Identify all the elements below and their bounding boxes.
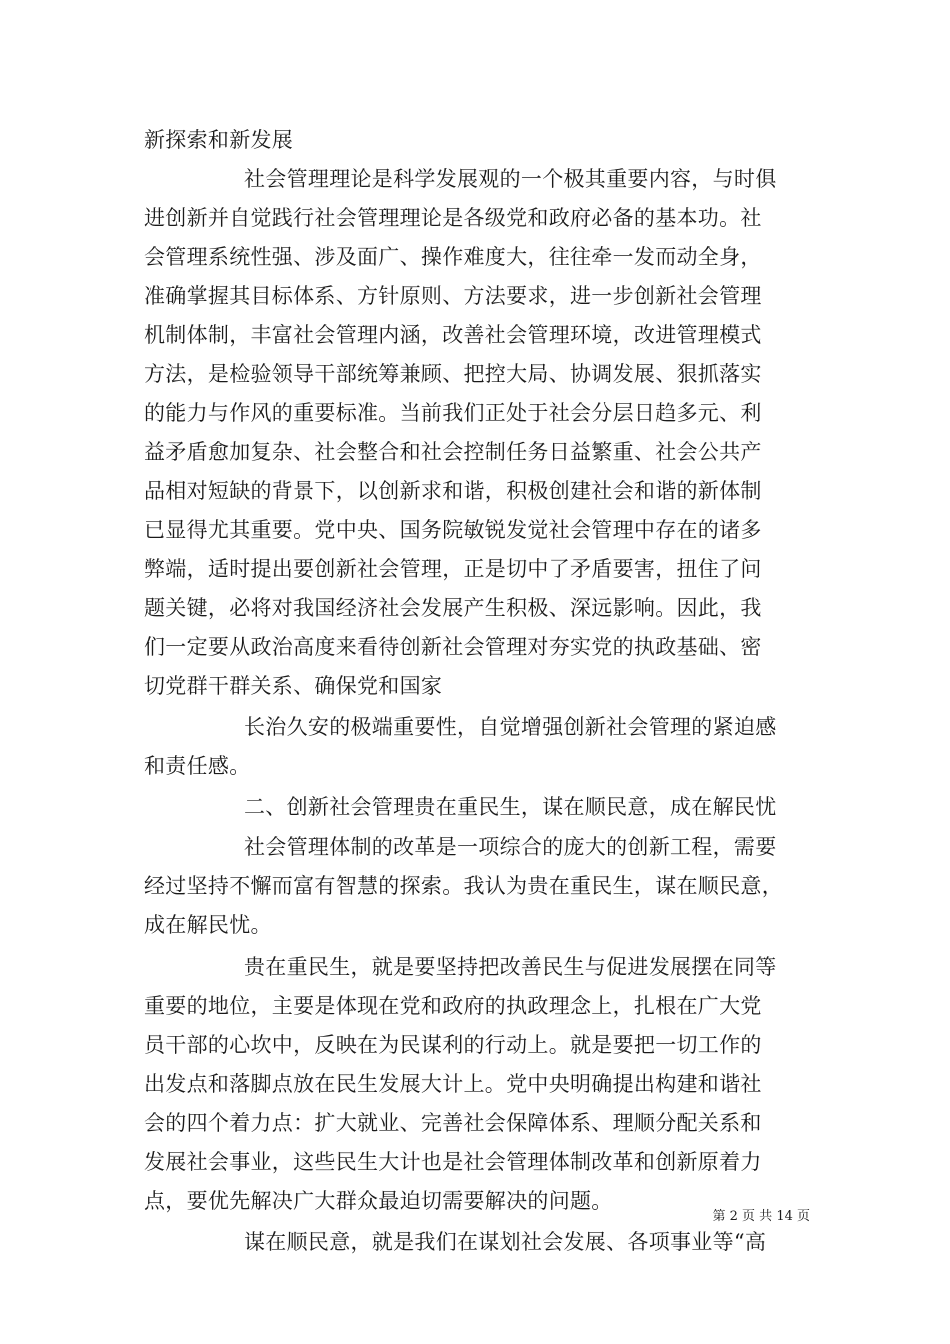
text-line: 员干部的心坎中，反映在为民谋利的行动上。就是要把一切工作的 — [144, 1033, 762, 1057]
text-line: 贵在重民生，就是要坚持把改善民生与促进发展摆在同等 — [244, 955, 777, 979]
text-line: 新探索和新发展 — [144, 128, 294, 152]
text-line: 机制体制，丰富社会管理内涵，改善社会管理环境，改进管理模式 — [144, 323, 762, 347]
text-line: 的能力与作风的重要标准。当前我们正处于社会分层日趋多元、利 — [144, 401, 762, 425]
text-line: 和责任感。 — [144, 754, 251, 778]
text-line: 社会管理理论是科学发展观的一个极其重要内容，与时俱 — [244, 167, 777, 191]
text-line: 们一定要从政治高度来看待创新社会管理对夯实党的执政基础、密 — [144, 635, 762, 659]
text-line: 方法，是检验领导干部统筹兼顾、把控大局、协调发展、狠抓落实 — [144, 362, 762, 386]
text-line: 切党群干群关系、确保党和国家 — [144, 674, 443, 698]
text-line: 成在解民忧。 — [144, 913, 272, 937]
text-line: 益矛盾愈加复杂、社会整合和社会控制任务日益繁重、社会公共产 — [144, 440, 762, 464]
text-line: 会的四个着力点：扩大就业、完善社会保障体系、理顺分配关系和 — [144, 1111, 762, 1135]
text-line: 题关键，必将对我国经济社会发展产生积极、深远影响。因此，我 — [144, 596, 762, 620]
text-line: 点，要优先解决广大群众最迫切需要解决的问题。 — [144, 1189, 613, 1213]
text-line: 谋在顺民意，就是我们在谋划社会发展、各项事业等“高 — [244, 1230, 767, 1254]
text-line: 社会管理体制的改革是一项综合的庞大的创新工程，需要 — [244, 835, 777, 859]
text-line: 出发点和落脚点放在民生发展大计上。党中央明确提出构建和谐社 — [144, 1072, 762, 1096]
text-line: 品相对短缺的背景下，以创新求和谐，积极创建社会和谐的新体制 — [144, 479, 762, 503]
text-line: 发展社会事业，这些民生大计也是社会管理体制改革和创新原着力 — [144, 1150, 762, 1174]
text-line: 已显得尤其重要。党中央、国务院敏锐发觉社会管理中存在的诸多 — [144, 518, 762, 542]
page-number: 第 2 页 共 14 页 — [712, 1209, 810, 1224]
text-line: 准确掌握其目标体系、方针原则、方法要求，进一步创新社会管理 — [144, 284, 762, 308]
text-line: 进创新并自觉践行社会管理理论是各级党和政府必备的基本功。社 — [144, 206, 762, 230]
text-line: 重要的地位，主要是体现在党和政府的执政理念上，扎根在广大党 — [144, 994, 762, 1018]
section-heading: 二、创新社会管理贵在重民生，谋在顺民意，成在解民忧 — [244, 795, 777, 819]
text-line: 长治久安的极端重要性，自觉增强创新社会管理的紧迫感 — [244, 715, 777, 739]
text-line: 经过坚持不懈而富有智慧的探索。我认为贵在重民生，谋在顺民意， — [144, 874, 783, 898]
text-line: 会管理系统性强、涉及面广、操作难度大，往往牵一发而动全身， — [144, 245, 762, 269]
text-line: 弊端，适时提出要创新社会管理，正是切中了矛盾要害，扭住了问 — [144, 557, 762, 581]
